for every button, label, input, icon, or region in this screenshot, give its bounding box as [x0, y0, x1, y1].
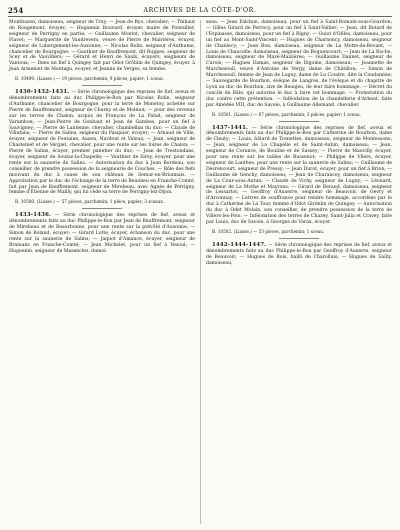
entry-text: — Série chronologique des reprises de fief, aveux et dénombrements faits au duc Philippe-le-Bon par Catherine de Bourbon, dame de Cleuty; — Louis, bâtard de Trenettes, damoiseau, seigneur de Montessons; — Jean, seigneur de La Chapelle et de Saint-Aubin, damoiseau; — Jean, seigneur de Corance, de Bouline et de Sassey; — Pierre de Mauvilly, écuyer, pour une rente sur les tailles de Bussenot; — Philippe de Vilers, écuyer, seigneur de Lanthes, pour une rente sur la saunerie de Salins; — Guillaume de Desrencourt, seigneur de Pressy; — Jean Durot, écuyer, pour un fief à Brion; — Guillaume de Genchy, damoiseau; — Jean de Charancey, damoiseau, seigneur de La Cour-sous-Autun; — Claude de Vichy, seigneur de Lugny; — Léonard, seigneur de La Mothe et Mayrons; — Girard de Beraud, damoiseau, seigneur de Lessartot; — Geoffroy d'Auxerre, seigneur de Beauvoir, de Gevry et d'Arconnay. — Lettres de souffrance pour rendre hommage, accordées par le duc à Catherine de La Tour, femme d'Odot Girdelin de Quingey. — Autorisation du duc à Odet Molain, son conseiller, de prendre possession de la terre de Villers-les-Pots. — Inféodation des terres de Chazey, Saint-Julia et Cravey, faite par Louis, duc de Savoie, à Georges de Varax, écuyer. [206, 125, 392, 225]
entry-paragraph: seau. — Jean Falchon, damoiseau, pour un fief à Saint-Romain-sous-Gourdon; — Gilles Girard de Perrocy, pour un fief à Saint-Vallier; — Jean, dit Botard de l'Espinasse, damoiseau, pour un fief à Rigny; — Guiot d'Oilles, damoiseau, pour un fief au Mont-Saint-Vincent; — Hugues de Charnoncy, damoiseau, seigneur de Chanlecy; — Jean Bon, damoiseau, seigneur de La Motte-de-Bevant; — Louis de Chaucelle, damoiseau, seigneur de Boquencourt; — Jean de La Roche, damoiseau, seigneur de Mazé-Maizières; — Guillaume Dannet, seigneur de Curois; — Hugues Damas, seigneur de Digoine, damoiseau; — Jeannette de Marcheseuil, veuve d'Antoine de Vergy, dame de Châtillon; — Simon de Marcheseuil, femme de Jean de Lugny, dame de La Coudre, dite la Condamine; — Sauvegarde de Bourbon, évêque de Langres, de l'évêque et du chapitre de Lyon au duc de Bourbon, sire de Beaujeu, de leur faire hommage. — Décret du concile de Bâle, qui autorise le duc à faire cet hommage. — Protestation du duc contre cette prétention. — Inféodation de la chandellerie d'Arbent, faite par Amédée VIII, duc de Savoie, à Guillaume Allemand, chevalier. [206, 20, 392, 108]
archive-reference: B. 10499. (Liasse.) — 19 pièces, parchemin; 9 pièces, papier; 1 sceau. [15, 76, 164, 82]
separator [82, 85, 122, 86]
right-column [206, 20, 392, 269]
page-number: 254 [8, 5, 24, 15]
entry-date-range: 1442-1444-1447. [212, 241, 267, 248]
entry-date-range: 1437-1441. [212, 124, 249, 131]
left-column [9, 20, 195, 258]
column-divider [200, 20, 201, 524]
archive-reference: B. 10501. (Liasse.) — 67 pièces, parchemin; 3 pièces, papier; 1 sceau. [212, 111, 361, 117]
running-title: ARCHIVES DE LA CÔTE-D'OR. [143, 6, 257, 14]
entry-paragraph: Montbazon, damoiseau, seigneur de Truy; — Jean de Ryo, chevalier; — Thibaut de Rougemont, écuyer; — Huguenin Bouvard, écuyer, maire de Pontailler, seigneur de Perrigny en partie; — Guillaume Montot, chevalier, seigneur de Flavet; — Marguerite de Vaudrevers, veuve de Pierre de Mairières, écuyer, seigneur de Labergement-les-Auxonne; — Nicolas Rolin, seigneur d'Authume, chancelier de Bourgogne; — Gauthier de Bauffremont, dit Ruppes, seigneur de Scey et de Vauvillers; — Gérard et Henri de Saulx, écuyers, seigneurs de Vantoux; — Dans un fief à Quingey fait par Odot Grôblin de Quingey, écuyer, à Jean Armenier de Montagu, écuyer, et Jeanne de Verges, sa femme. [9, 20, 195, 73]
separator [82, 208, 122, 209]
entry-text: — Série chronologique des reprises de fief, aveux et dénombrements faits au duc Philippe-le-Bon par Geoffroy d'Auxerre, seigneur de Beauvoir; — Hugues de Bois, bailli de Charollais; — Hugues de Sailly, damoiseau, [206, 242, 392, 266]
entry-paragraph [9, 213, 195, 254]
entry-paragraph [206, 243, 392, 267]
separator [279, 238, 319, 239]
separator [279, 121, 319, 122]
entry-date-range: 1433-1436. [15, 212, 52, 219]
header-rule [8, 16, 392, 17]
archive-reference: B. 10500. (Liasse.) — 57 pièces, parchemin; 1 pièce, papier; 3 sceaux. [15, 199, 165, 205]
entry-date-range: 1430-1432-1431. [15, 89, 70, 96]
entry-paragraph [206, 126, 392, 226]
entry-text: — Série chronologique des reprises de fief, aveux et dénombrements faits au duc Philippe-le-Bon par Nicolas Rolin, seigneur d'Authume, chancelier de Bourgogne, pour la terre de Monetoy, achetée sur Pierre de Bauffremont, seigneur de Charny et de Molinot; — pour des revenus sur les terres de Chalon, acquis de François de La Palud, seigneur de Varambon; — Jean-Pierre de Gonbaut et Jean de Gambes, pour un fief à Sauvigney; — Pierre de Lantenne, chevalier, chambellan du duc; — Claude de Villafans; — Pierre de Salins, seigneur du Pasquier, écuyer; — Arnaud de Ville, écuyer, seigneur de Fontaine, Auxon, Nardout et Valeux; — Jean, seigneur de Chastelnet et de Vergiet, chevalier, pour une rente sur les foires de Chalon; — Pierre de Salins, écuyer, premier panetier du duc; — Jean de Trestondans, écuyer, seigneur de Soutaz-la-Chapelle; — Vauthier de Sirey, écuyer, pour une rente sur la saunerie de Salins. — Autorisation du duc à Jean Bordeau, son conseiller, de prendre possession de la seigneurie de Couches. — Rôle des fiefs mouvant du duc à cause de son château de Semur-en-Brionnais. — Approbation par le duc de l'échange de la terre de Beaulieu en Franche-Comté, fait par Jean de Bauffremont, seigneur de Mirebeau, avec Agnès de Perrigny, femme d'Étienne de Mailly, qui lui cède sa terre de Perrigny-lez-Dijon. [9, 90, 195, 196]
page-header [8, 4, 392, 16]
entry-paragraph [9, 90, 195, 196]
archive-reference: B. 10502. (Liasse.) — 53 pièces, parchemin; 1 sceau. [212, 228, 325, 234]
entry-text: — Série chronologique des reprises de fief, aveux et dénombrements faits au duc Philippe-le-Bon par Jean de Bauffremont, seigneur de Mirebeau et de Beaurbonne, pour une rente sur la prévôté d'Auxonne; — Simon de Boland, écuyer; — Girard Lotte, écuyer, échanson du duc, pour une rente sur la saunerie de Salins; — Jaquot d'Amance, écuyer, seigneur de Brainans en Franche-Comté; — Jean Michelet, pour un fief à Vesoul; — Huguenin, seigneur de Masencles, damoi- [9, 213, 195, 254]
